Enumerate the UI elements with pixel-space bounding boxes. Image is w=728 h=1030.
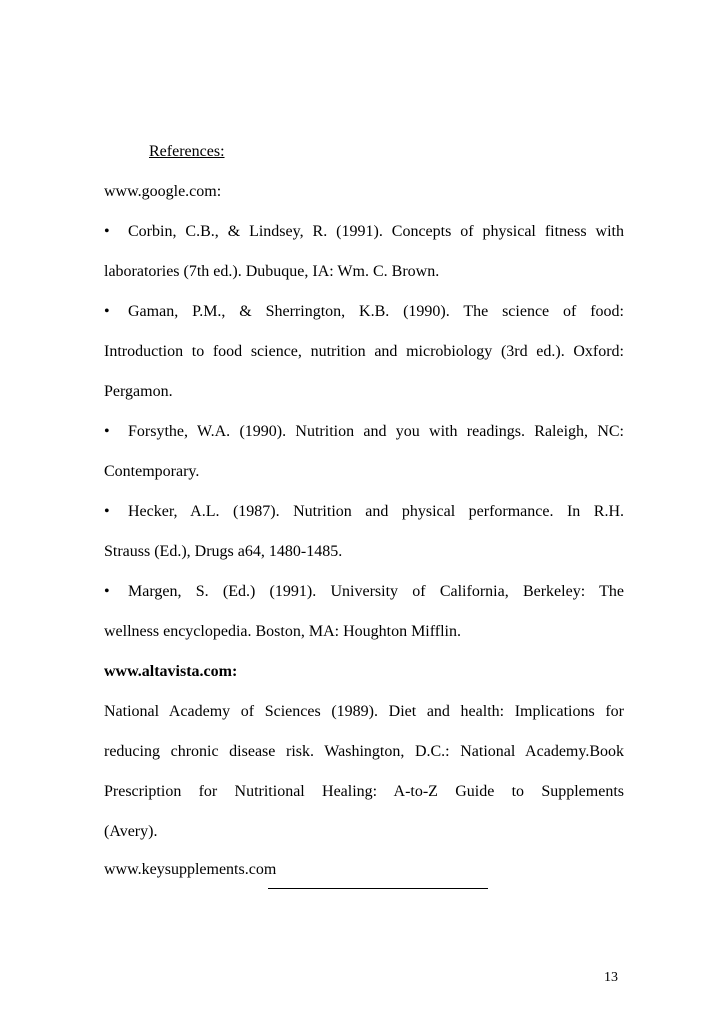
reference-item [104,582,624,602]
references-heading: References: [149,143,225,160]
page-number: 13 [604,970,618,985]
divider-rule [268,888,488,889]
reference-text: Margen, S. (Ed.) (1991). University of California, Berkeley: The [128,583,624,600]
bullet-icon: • [104,423,110,440]
reference-text-continued: Introduction to food science, nutrition and microbiology (3rd ed.). Oxford: [104,343,624,360]
reference-item [104,302,624,322]
reference-item [104,422,624,442]
reference-text: Hecker, A.L. (1987). Nutrition and physical performance. In R.H. [128,503,624,520]
bullet-icon: • [104,303,110,320]
reference-item [104,222,624,242]
bullet-icon: • [104,503,110,520]
reference-text: Gaman, P.M., & Sherrington, K.B. (1990). The science of food: [128,303,624,320]
reference-text-continued: Contemporary. [104,463,200,480]
reference-text-continued: laboratories (7th ed.). Dubuque, IA: Wm. C. Brown. [104,263,440,280]
reference-item [104,502,624,522]
reference-text: reducing chronic disease risk. Washington, D.C.: National Academy.Book [104,743,624,760]
reference-text-continued: Pergamon. [104,383,173,400]
reference-text: National Academy of Sciences (1989). Diet and health: Implications for [104,703,624,720]
section-label-google: www.google.com: [104,183,222,200]
bullet-icon: • [104,223,110,240]
reference-text: (Avery). [104,823,158,840]
reference-text: Corbin, C.B., & Lindsey, R. (1991). Concepts of physical fitness with [128,223,624,240]
reference-text-continued: Strauss (Ed.), Drugs a64, 1480-1485. [104,543,343,560]
section-label-altavista: www.altavista.com: [104,663,238,680]
reference-text: Forsythe, W.A. (1990). Nutrition and you with readings. Raleigh, NC: [128,423,624,440]
reference-text: Prescription for Nutritional Healing: A-to-Z Guide to Supplements [104,783,624,800]
reference-text-continued: wellness encyclopedia. Boston, MA: Houghton Mifflin. [104,623,461,640]
bullet-icon: • [104,583,110,600]
section-label-keysupplements: www.keysupplements.com [104,861,277,878]
